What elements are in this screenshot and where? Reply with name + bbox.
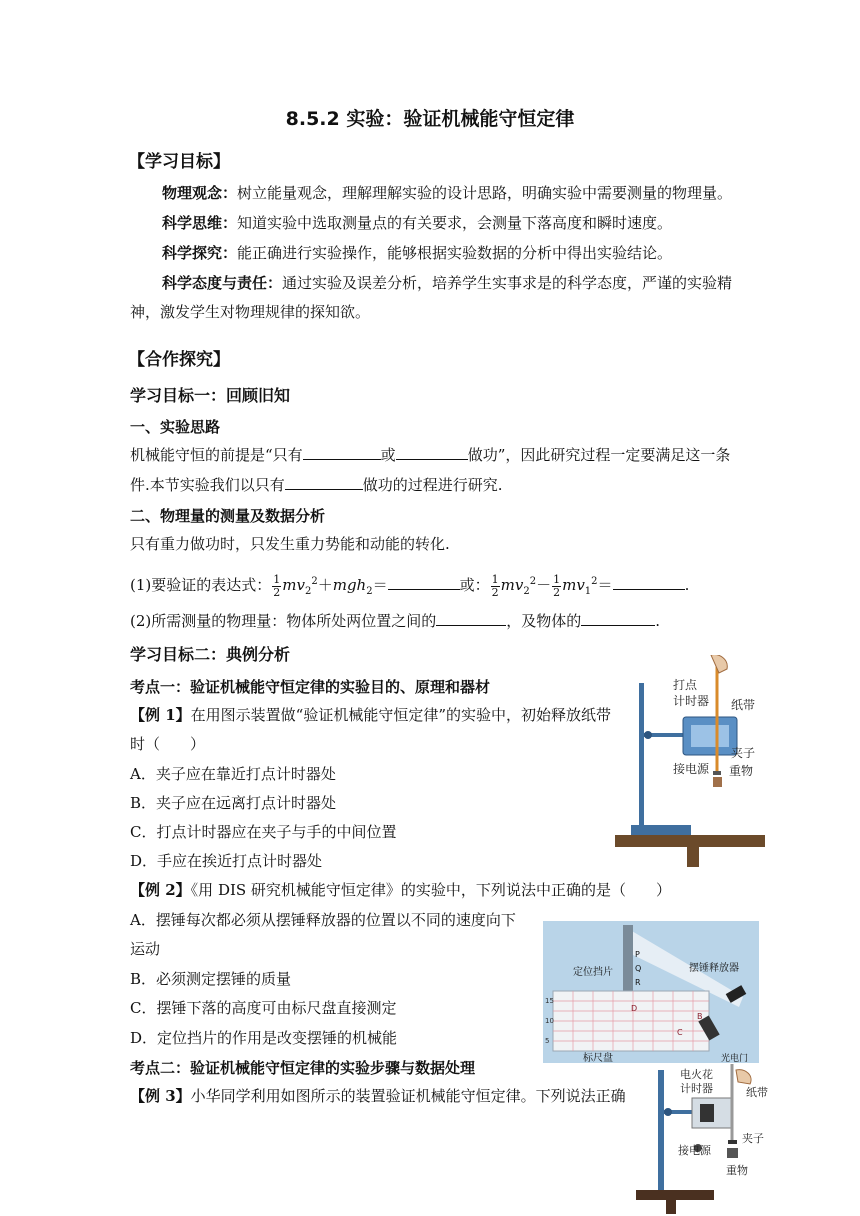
- example-2-option-d[interactable]: D．定位挡片的作用是改变摆锤的机械能: [130, 1029, 398, 1047]
- page-title: 8.5.2 实验：验证机械能守恒定律: [285, 108, 575, 130]
- text: 做功”，因此研究过程一定要满足这一条: [467, 446, 731, 464]
- label-weight: 重物: [726, 1164, 748, 1177]
- figure-1-apparatus: [615, 655, 765, 870]
- goal-3: [162, 243, 672, 263]
- example-1-option-b[interactable]: B．夹子应在远离打点计时器处: [130, 794, 337, 812]
- label-timer-2: 计时器: [680, 1082, 713, 1095]
- example-tag: 【例 3】: [130, 1087, 191, 1105]
- label-tape: 纸带: [731, 698, 756, 712]
- label-release: 摆锤释放器: [689, 963, 739, 974]
- scale-10: 10: [545, 1017, 554, 1025]
- text: 做功的过程进行研究.: [362, 476, 503, 494]
- example-2-option-a[interactable]: A．摆锤每次都必须从摆锤释放器的位置以不同的速度向下: [130, 911, 516, 929]
- example-2-option-b[interactable]: B．必须测定摆锤的质量: [130, 970, 292, 988]
- keypoint-2-heading: 考点二：验证机械能守恒定律的实验步骤与数据处理: [130, 1059, 476, 1077]
- text: 在用图示装置做“验证机械能守恒定律”的实验中，初始释放纸带: [190, 706, 612, 724]
- label-clip: 夹子: [731, 746, 756, 760]
- stand-base: [636, 1190, 714, 1200]
- fill-blank[interactable]: [303, 445, 381, 460]
- fill-blank[interactable]: [613, 571, 685, 590]
- label-q: Q: [635, 964, 642, 973]
- fraction-half: $\frac{1}{2}$: [491, 572, 499, 599]
- scale-15: 15: [545, 997, 554, 1005]
- stand-base: [631, 825, 691, 835]
- text: 或：: [459, 576, 490, 594]
- label-gate: 光电门: [721, 1054, 749, 1063]
- point-b: B: [697, 1012, 703, 1021]
- goal-text: 知道实验中选取测量点的有关要求，会测量下落高度和瞬时速度。: [237, 214, 673, 232]
- goal-text: 树立能量观念，理解理解实验的设计思路，明确实验中需要测量的物理量。: [237, 184, 733, 202]
- equation-line: (1)要验证的表达式： $\frac{1}{2}$ $mv_2^2+mgh_2=$ 或： $\frac{1}{2}$ $mv_2^2-$ $\frac{1}{2}$ $mv_1^2=$ .: [130, 572, 690, 599]
- text: ，及物体的: [506, 612, 582, 630]
- goal-text: 能正确进行实验操作，能够根据实验数据的分析中得出实验结论。: [237, 244, 673, 262]
- scale-5: 5: [545, 1037, 550, 1045]
- text: 《用 DIS 研究机械能守恒定律》的实验中，下列说法中正确的是（ ）: [190, 881, 671, 899]
- clamp-knob: [664, 1108, 672, 1116]
- target-1-heading: 学习目标一：回顾旧知: [130, 386, 291, 405]
- goal-label: 科学探究：: [162, 244, 238, 262]
- goal-4: [162, 273, 732, 293]
- coop-heading: 【合作探究】: [128, 350, 230, 370]
- label-r: R: [635, 978, 641, 987]
- figure-2-dis-apparatus: [543, 921, 759, 1063]
- goal-2: [162, 213, 672, 233]
- label-timer: 电火花: [680, 1068, 713, 1081]
- text: .: [655, 612, 661, 630]
- keypoint-1-heading: 考点一：验证机械能守恒定律的实验目的、原理和器材: [130, 678, 491, 696]
- goal-text: 通过实验及误差分析，培养学生实事求是的科学态度，严谨的实验精: [282, 274, 733, 292]
- label-p: P: [635, 950, 640, 959]
- goal-label: 物理观念：: [162, 184, 238, 202]
- goal-4-cont: 神，激发学生对物理规律的探知欲。: [130, 303, 371, 321]
- text: 机械能守恒的前提是“只有: [130, 446, 303, 464]
- example-1-stem: [130, 705, 611, 725]
- fill-blank[interactable]: [285, 475, 363, 490]
- label-tape: 纸带: [746, 1086, 768, 1099]
- fraction-half: $\frac{1}{2}$: [273, 572, 281, 599]
- section-1-line-2: [130, 475, 503, 495]
- goal-label: 科学态度与责任：: [162, 274, 283, 292]
- example-2-option-c[interactable]: C．摆锤下落的高度可由标尺盘直接测定: [130, 999, 397, 1017]
- figure-3-apparatus: [636, 1064, 778, 1214]
- goal-1: [162, 183, 732, 203]
- timer-coil: [700, 1104, 714, 1122]
- fraction-half: $\frac{1}{2}$: [553, 572, 561, 599]
- label-clip: 夹子: [742, 1132, 764, 1145]
- text: 件.本节实验我们以只有: [130, 476, 285, 494]
- weight: [713, 777, 722, 787]
- example-2-option-a-cont: 运动: [130, 940, 161, 958]
- section-2-line-1: 只有重力做功时，只发生重力势能和动能的转化.: [130, 535, 450, 553]
- goals-heading: 【学习目标】: [128, 152, 230, 172]
- target-2-heading: 学习目标二：典例分析: [130, 645, 291, 664]
- fill-blank[interactable]: [396, 445, 468, 460]
- table-leg: [687, 847, 699, 867]
- point-c: C: [677, 1028, 683, 1037]
- fill-blank[interactable]: [436, 611, 506, 626]
- hand-icon: [736, 1070, 751, 1084]
- text: 或: [380, 446, 396, 464]
- stand-rod: [639, 683, 644, 825]
- clip: [713, 771, 721, 775]
- example-1-option-c[interactable]: C．打点计时器应在夹子与手的中间位置: [130, 823, 397, 841]
- example-1-stem-cont: 时（ ）: [130, 735, 206, 753]
- label-power: 接电源: [678, 1144, 711, 1157]
- label-scale: 标尺盘: [583, 1053, 613, 1063]
- example-3-stem: [130, 1086, 626, 1106]
- section-2-heading: 二、物理量的测量及数据分析: [130, 507, 326, 525]
- example-1-option-d[interactable]: D．手应在挨近打点计时器处: [130, 852, 323, 870]
- example-2-stem: [130, 880, 671, 900]
- hand-icon: [711, 655, 727, 673]
- text: .: [684, 576, 690, 594]
- label-timer-2: 计时器: [673, 694, 710, 708]
- label-timer: 打点: [673, 678, 698, 692]
- measure-line: [130, 611, 660, 631]
- fill-blank[interactable]: [581, 611, 655, 626]
- label-weight: 重物: [729, 764, 754, 778]
- table-top: [615, 835, 765, 847]
- timer-face: [691, 725, 729, 747]
- point-d: D: [631, 1004, 638, 1013]
- example-1-option-a[interactable]: A．夹子应在靠近打点计时器处: [130, 765, 336, 783]
- stand-rod: [658, 1070, 664, 1190]
- section-1-line-1: [130, 445, 730, 465]
- example-tag: 【例 1】: [130, 706, 191, 724]
- fill-blank[interactable]: [388, 571, 460, 590]
- section-1-heading: 一、实验思路: [130, 418, 221, 436]
- clamp-knob: [644, 731, 652, 739]
- label-stop: 定位挡片: [573, 967, 613, 978]
- text: (2)所需测量的物理量：物体所处两位置之间的: [130, 612, 437, 630]
- example-tag: 【例 2】: [130, 881, 191, 899]
- table-leg: [666, 1200, 676, 1214]
- goal-label: 科学思维：: [162, 214, 238, 232]
- text: (1)要验证的表达式：: [130, 576, 272, 594]
- clip: [728, 1140, 737, 1144]
- weight: [727, 1148, 738, 1158]
- text: 小华同学利用如图所示的装置验证机械能守恒定律。下列说法正确: [190, 1087, 626, 1105]
- label-power: 接电源: [673, 762, 710, 776]
